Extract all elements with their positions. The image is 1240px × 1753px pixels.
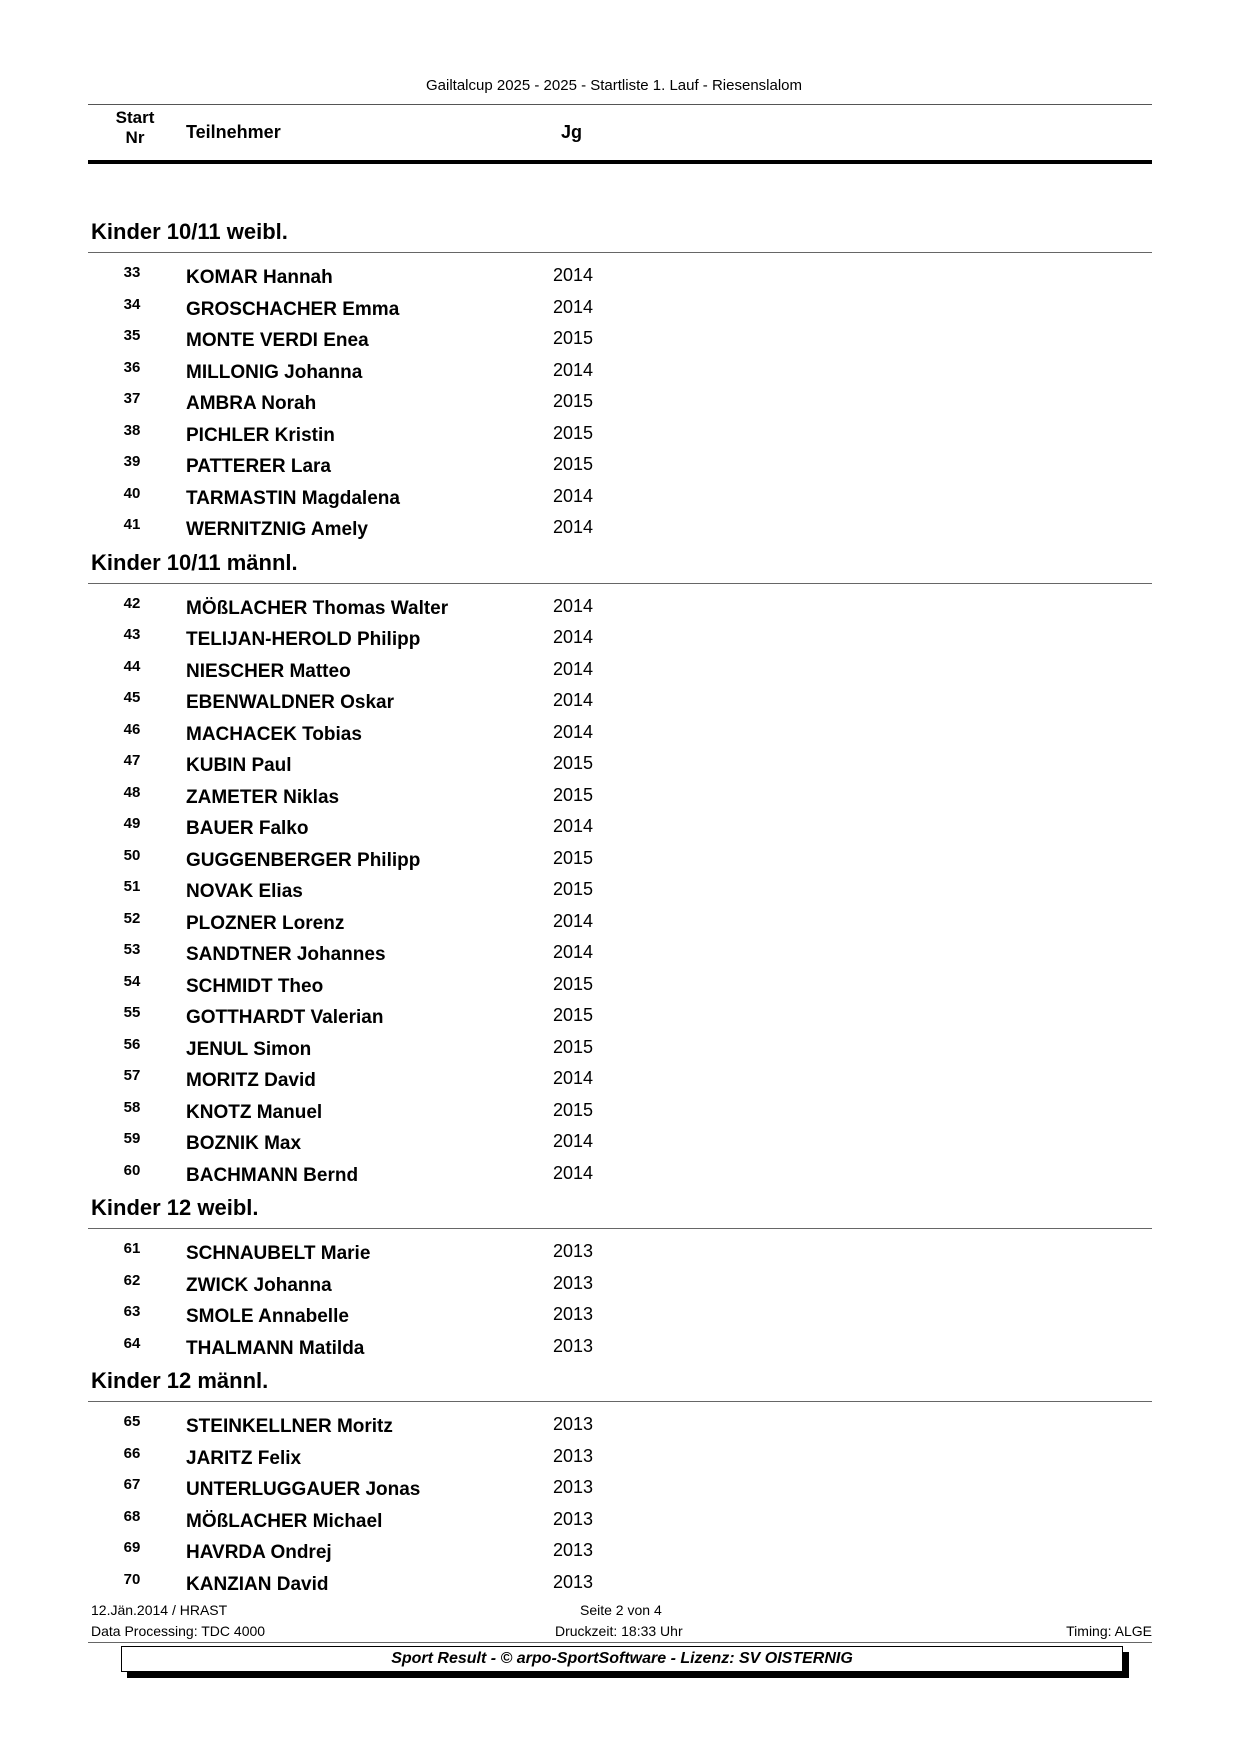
header-divider-top [88,104,1152,105]
participant-row [0,1240,1240,1270]
start-number: 34 [123,295,141,313]
participant-row [0,296,1240,326]
start-number: 64 [123,1334,141,1352]
start-number: 54 [123,972,141,990]
birth-year: 2015 [553,1099,594,1120]
participant-row [0,327,1240,357]
participant-row [0,516,1240,546]
participant-row [0,941,1240,971]
birth-year: 2015 [553,879,594,899]
category-divider [88,1401,1152,1402]
start-number: 38 [123,421,141,439]
participant-name: TELIJAN-HEROLD Philipp [186,629,421,650]
participant-name: ZAMETER Niklas [186,786,340,808]
participant-row [0,847,1240,877]
participant-row [0,752,1240,782]
participant-name: MÖßLACHER Michael [186,1510,383,1532]
participant-name: KUBIN Paul [186,755,292,776]
column-header-nr: Nr [125,128,145,147]
birth-year: 2015 [553,328,594,348]
participant-name: JARITZ Felix [186,1447,302,1469]
birth-year: 2013 [553,1335,594,1356]
start-number: 41 [123,516,141,533]
start-number: 48 [123,783,141,801]
birth-year: 2013 [553,1272,594,1293]
participant-name: PATTERER Lara [186,456,331,477]
start-number: 33 [123,264,141,281]
participant-name: SCHMIDT Theo [186,975,324,997]
participant-name: MORITZ David [186,1070,316,1091]
category-title: Kinder 12 männl. [91,1368,269,1393]
start-number: 70 [123,1570,141,1588]
participant-row [0,1272,1240,1302]
participant-row [0,1130,1240,1160]
footer-date: 12.Jän.2014 / HRAST [91,1602,228,1618]
birth-year: 2015 [553,454,594,474]
start-number: 68 [123,1507,141,1525]
start-number: 62 [123,1271,141,1289]
birth-year: 2014 [553,265,594,285]
start-number: 50 [123,846,141,864]
birth-year: 2014 [553,1131,594,1151]
participant-name: KANZIAN David [186,1573,329,1595]
start-number: 58 [123,1098,141,1116]
start-number: 61 [123,1240,141,1257]
participant-row [0,721,1240,751]
participant-row [0,1099,1240,1129]
birth-year: 2013 [553,1445,594,1466]
footer-divider [88,1642,1152,1643]
start-number: 37 [123,390,141,407]
birth-year: 2013 [553,1540,594,1560]
birth-year: 2014 [553,517,594,537]
birth-year: 2014 [553,942,594,962]
participant-row [0,689,1240,719]
participant-name: KOMAR Hannah [186,267,333,288]
participant-name: BACHMANN Bernd [186,1164,359,1186]
birth-year: 2015 [553,973,594,994]
participant-name: STEINKELLNER Moritz [186,1416,393,1437]
participant-row [0,1335,1240,1365]
birth-year: 2015 [553,753,594,773]
start-number: 67 [123,1476,141,1493]
category-divider [88,583,1152,584]
participant-name: SANDTNER Johannes [186,944,386,965]
birth-year: 2013 [553,1304,594,1324]
column-header-participant: Teilnehmer [186,122,281,142]
start-number: 46 [123,720,141,738]
category-title: Kinder 10/11 männl. [91,549,298,575]
participant-name: PICHLER Kristin [186,424,335,446]
category-title: Kinder 10/11 weibl. [91,219,288,244]
birth-year: 2015 [553,391,594,411]
participant-row [0,626,1240,656]
participant-row [0,784,1240,814]
participant-row [0,1067,1240,1097]
birth-year: 2014 [553,910,594,931]
category-divider [88,1228,1152,1229]
participant-row [0,1476,1240,1506]
participant-name: MONTE VERDI Enea [186,330,369,351]
participant-name: EBENWALDNER Oskar [186,692,394,713]
column-header-start-nr [110,108,160,148]
birth-year: 2015 [553,847,594,868]
participant-row [0,422,1240,452]
start-number: 65 [123,1413,141,1430]
participant-row [0,264,1240,294]
footer-data-processing: Data Processing: TDC 4000 [91,1623,266,1639]
birth-year: 2014 [553,485,594,506]
participant-name: NIESCHER Matteo [186,660,351,682]
birth-year: 2014 [553,1162,594,1183]
category-divider [88,252,1152,253]
start-number: 49 [123,815,141,832]
participant-row [0,973,1240,1003]
start-number: 69 [123,1539,141,1556]
start-number: 36 [123,358,141,376]
participant-name: KNOTZ Manuel [186,1101,323,1123]
participant-row [0,485,1240,515]
start-number: 45 [123,689,141,706]
birth-year: 2013 [553,1571,594,1592]
participant-row [0,658,1240,688]
participant-row [0,1445,1240,1475]
participant-name: THALMANN Matilda [186,1337,365,1359]
start-number: 47 [123,752,141,769]
participant-name: GROSCHACHER Emma [186,298,400,320]
participant-row [0,1303,1240,1333]
birth-year: 2014 [553,1068,594,1088]
birth-year: 2014 [553,627,594,647]
footer-timing: Timing: ALGE [1066,1623,1152,1639]
column-header-start: Start [115,108,155,127]
birth-year: 2013 [553,1477,594,1497]
start-number: 60 [123,1161,141,1179]
birth-year: 2013 [553,1241,594,1261]
participant-row [0,359,1240,389]
participant-name: HAVRDA Ondrej [186,1542,332,1563]
participant-row [0,1162,1240,1192]
participant-row [0,1539,1240,1569]
start-number: 44 [123,657,141,675]
participant-row [0,453,1240,483]
category-title: Kinder 12 weibl. [91,1195,259,1220]
participant-name: PLOZNER Lorenz [186,912,345,934]
start-number: 59 [123,1130,141,1147]
start-number: 56 [123,1035,141,1053]
start-number: 42 [123,594,141,612]
birth-year: 2014 [553,721,594,742]
participant-name: MACHACEK Tobias [186,723,362,745]
birth-year: 2015 [553,422,594,443]
birth-year: 2014 [553,658,594,679]
participant-name: UNTERLUGGAUER Jonas [186,1479,421,1500]
birth-year: 2015 [553,1005,594,1025]
participant-name: MÖßLACHER Thomas Walter [186,597,449,619]
participant-row [0,1036,1240,1066]
participant-row [0,815,1240,845]
start-number: 66 [123,1444,141,1462]
start-number: 39 [123,453,141,470]
birth-year: 2014 [553,595,594,616]
page-title: Gailtalcup 2025 - 2025 - Startliste 1. Lauf - Riesenslalom [425,77,803,94]
birth-year: 2015 [553,784,594,805]
participant-row [0,390,1240,420]
participant-name: SCHNAUBELT Marie [186,1243,371,1264]
start-number: 43 [123,626,141,643]
birth-year: 2014 [553,296,594,317]
footer-license-box: Sport Result - © arpo-SportSoftware - Lizenz: SV OISTERNIG [121,1646,1123,1672]
participant-name: AMBRA Norah [186,393,317,414]
start-number: 63 [123,1303,141,1320]
header-divider-bottom [88,160,1152,164]
participant-row [0,1508,1240,1538]
participant-row [0,1571,1240,1601]
participant-name: NOVAK Elias [186,881,303,902]
participant-row [0,595,1240,625]
birth-year: 2014 [553,690,594,710]
participant-row [0,1413,1240,1443]
birth-year: 2013 [553,1508,594,1529]
footer-print-time: Druckzeit: 18:33 Uhr [555,1623,683,1639]
start-number: 55 [123,1004,141,1021]
start-number: 51 [123,878,141,895]
participant-name: BOZNIK Max [186,1133,302,1154]
start-number: 57 [123,1067,141,1084]
participant-name: TARMASTIN Magdalena [186,487,400,509]
start-number: 40 [123,484,141,502]
start-number: 35 [123,327,141,344]
participant-row [0,1004,1240,1034]
participant-name: SMOLE Annabelle [186,1306,349,1327]
participant-name: GUGGENBERGER Philipp [186,849,421,871]
start-number: 53 [123,941,141,958]
birth-year: 2014 [553,359,594,380]
participant-row [0,878,1240,908]
participant-name: WERNITZNIG Amely [186,519,368,540]
start-number: 52 [123,909,141,927]
participant-name: MILLONIG Johanna [186,361,363,383]
participant-row [0,910,1240,940]
column-header-year: Jg [561,122,583,142]
birth-year: 2013 [553,1414,594,1434]
participant-name: BAUER Falko [186,818,309,839]
birth-year: 2014 [553,816,594,836]
participant-name: ZWICK Johanna [186,1274,332,1296]
birth-year: 2015 [553,1036,594,1057]
participant-name: GOTTHARDT Valerian [186,1007,384,1028]
participant-name: JENUL Simon [186,1038,312,1060]
footer-page-number: Seite 2 von 4 [580,1602,662,1618]
